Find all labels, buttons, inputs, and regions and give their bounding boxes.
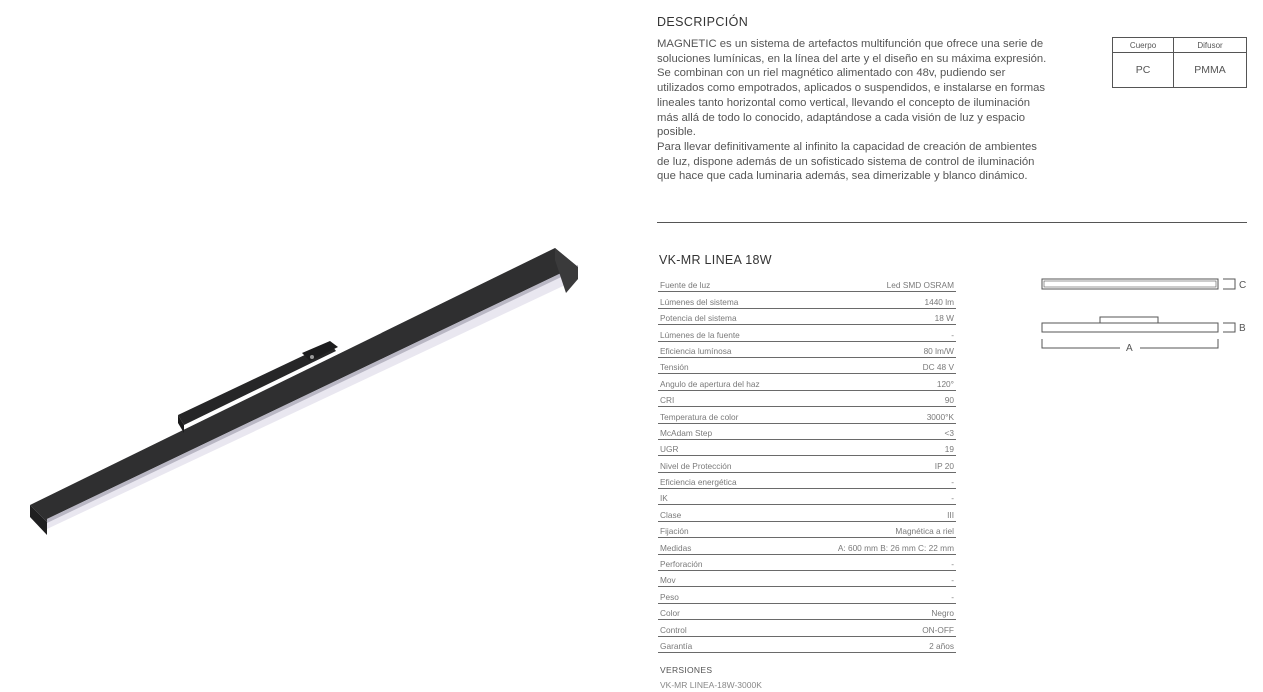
spec-row: [658, 620, 956, 636]
spec-row: [658, 456, 956, 472]
spec-row: [658, 637, 956, 653]
spec-row: [658, 522, 956, 538]
spec-value: 90: [944, 395, 954, 406]
spec-label: CRI: [660, 395, 675, 406]
product-image: [20, 235, 590, 535]
spec-value: 18 W: [934, 313, 954, 324]
spec-value: 1440 lm: [924, 296, 954, 307]
description-paragraph: Para llevar definitivamente al infinito la capacidad de creación de ambientes de luz, dispone además de un sofisticado sistema de control de iluminación que hace que cada luminaria además, sea dimerizable y blanco dinámico.: [657, 140, 1037, 183]
spec-row: [658, 440, 956, 456]
spec-row: [658, 538, 956, 554]
spec-label: Fuente de luz: [660, 280, 711, 291]
version-item: VK-MR LINEA-18W-3000K: [660, 680, 762, 690]
spec-row: [658, 555, 956, 571]
spec-value: IP 20: [934, 460, 954, 471]
spec-label: Temperatura de color: [660, 411, 739, 422]
spec-row: [658, 292, 956, 308]
spec-value: Negro: [931, 608, 954, 619]
spec-value: 2 años: [929, 640, 954, 651]
spec-value: -: [951, 575, 954, 586]
spec-label: Peso: [660, 591, 679, 602]
materials-value-diffuser: PMMA: [1174, 53, 1247, 88]
spec-value: 19: [944, 444, 954, 455]
spec-value: -: [951, 591, 954, 602]
spec-value: 3000°K: [926, 411, 954, 422]
spec-label: Eficiencia lumínosa: [660, 345, 732, 356]
spec-row: [658, 407, 956, 423]
spec-row: [658, 391, 956, 407]
spec-value: <3: [944, 427, 954, 438]
spec-row: [658, 424, 956, 440]
spec-value: 80 lm/W: [923, 345, 954, 356]
dimension-drawing: [1030, 270, 1260, 360]
dimension-label-c: C: [1239, 280, 1247, 291]
spec-row: [658, 374, 956, 390]
spec-value: 120°: [936, 378, 954, 389]
spec-row: [658, 489, 956, 505]
spec-label: McAdam Step: [660, 427, 713, 438]
section-divider: [657, 222, 1247, 223]
dimension-label-b: B: [1239, 323, 1246, 334]
spec-label: Clase: [660, 509, 682, 520]
spec-label: Control: [660, 624, 687, 635]
spec-label: Angulo de apertura del haz: [660, 378, 760, 389]
spec-label: IK: [660, 493, 668, 504]
spec-value: Led SMD OSRAM: [886, 280, 954, 291]
materials-header-diffuser: Difusor: [1174, 38, 1247, 53]
spec-row: [658, 358, 956, 374]
spec-label: Lúmenes del sistema: [660, 296, 739, 307]
spec-value: -: [951, 329, 954, 340]
versions-title: VERSIONES: [660, 665, 713, 675]
spec-row: [658, 276, 956, 292]
spec-row: [658, 571, 956, 587]
spec-row: [658, 505, 956, 521]
specs-table: [658, 276, 956, 653]
spec-row: [658, 325, 956, 341]
spec-label: Nivel de Protección: [660, 460, 732, 471]
spec-value: -: [951, 493, 954, 504]
materials-table: [1112, 37, 1247, 88]
spec-label: Lúmenes de la fuente: [660, 329, 740, 340]
spec-label: Eficiencia energética: [660, 477, 737, 488]
spec-value: Magnética a riel: [895, 526, 954, 537]
spec-row: [658, 309, 956, 325]
spec-label: Garantía: [660, 640, 693, 651]
spec-label: Perforación: [660, 559, 703, 570]
spec-value: -: [951, 559, 954, 570]
spec-label: Fijación: [660, 526, 689, 537]
spec-label: Potencia del sistema: [660, 313, 737, 324]
dimension-label-a: A: [1126, 343, 1133, 354]
spec-label: Medidas: [660, 542, 692, 553]
spec-value: III: [947, 509, 954, 520]
spec-label: Tensión: [660, 362, 689, 373]
description-paragraph: MAGNETIC es un sistema de artefactos multifunción que ofrece una serie de soluciones lumínicas, en la línea del arte y el diseño en su máxima expresión. Se combinan con un riel magnético alimentado con 48v, pudiendo ser utilizados como empotrados, aplicados o suspendidos, e instalarse en formas lineales tanto horizontal como vertical, llevando el concepto de iluminación más allá de todo lo conocido, adaptándose a cada visión de luz y espacio posible.: [657, 38, 1047, 139]
spec-value: ON-OFF: [922, 624, 954, 635]
materials-value-body: PC: [1113, 53, 1174, 88]
spec-label: Mov: [660, 575, 676, 586]
spec-row: [658, 342, 956, 358]
description-title: DESCRIPCIÓN: [657, 15, 749, 29]
spec-value: -: [951, 477, 954, 488]
spec-row: [658, 473, 956, 489]
spec-value: DC 48 V: [922, 362, 954, 373]
description-body: [657, 37, 1052, 184]
spec-value: A: 600 mm B: 26 mm C: 22 mm: [837, 542, 954, 553]
spec-row: [658, 587, 956, 603]
materials-header-body: Cuerpo: [1113, 38, 1174, 53]
model-title: VK-MR LINEA 18W: [659, 253, 772, 267]
spec-label: Color: [660, 608, 680, 619]
spec-label: UGR: [660, 444, 679, 455]
spec-row: [658, 604, 956, 620]
